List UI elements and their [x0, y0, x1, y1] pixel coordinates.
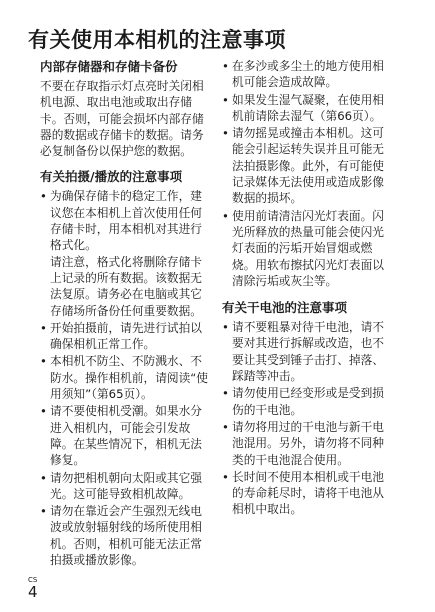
- list-item-text: 请不要使相机受潮。如果水分进入相机内，可能会引发故障。在某些情况下，相机无法修复。: [50, 404, 202, 468]
- bullet-icon: •: [40, 354, 47, 369]
- list-item-text: 使用前请清洁闪光灯表面。闪光所释放的热量可能会使闪光灯表面的污垢开始冒烟或燃烧。用软布擦拭闪光灯表面以清除污垢或灰尘等。: [232, 208, 384, 288]
- list-item-text: 如果发生湿气凝聚，在使用相机前请除去湿气（第66页）。: [232, 92, 384, 123]
- bullet-icon: •: [40, 470, 47, 485]
- list-item: [222, 58, 390, 91]
- bullet-icon: •: [222, 92, 229, 107]
- list-item-text: 为确保存储卡的稳定工作，建议您在本相机上首次使用任何存储卡时，用本相机对其进行格式化。: [50, 189, 202, 253]
- page-title: 有关使用本相机的注意事项: [28, 28, 286, 52]
- list-item: [40, 353, 212, 402]
- backup-paragraph: 不要在存取指示灯点亮时关闭相机电源、取出电池或取出存储卡。否则，可能会损坏内部存储器的数据或存储卡的数据。请务必复制备份以保护您的数据。: [40, 79, 204, 159]
- list-item: [40, 470, 212, 503]
- list-item-text: 请勿将用过的干电池与新干电池混用。另外，请勿将不同种类的干电池混合使用。: [232, 419, 384, 467]
- battery-notes-list: [222, 319, 390, 518]
- bullet-icon: •: [40, 504, 47, 519]
- bullet-icon: •: [222, 320, 229, 335]
- list-item-text: 开始拍摄前，请先进行试拍以确保相机正常工作。: [50, 320, 202, 352]
- section-heading-batteries: 有关干电池的注意事项: [222, 300, 348, 316]
- list-item: [40, 320, 212, 353]
- list-item-text: 请不要粗暴对待干电池，请不要对其进行拆解或改造，也不要让其受到锤子击打、掉落、踩踏等冲击。: [232, 320, 384, 384]
- list-item-text: 请勿摇晃或撞击本相机。这可能会引起运转失误并且可能无法拍摄影像。此外，有可能使记录媒体无法使用或造成影像数据的损坏。: [232, 126, 384, 206]
- bullet-icon: •: [222, 386, 229, 401]
- bullet-icon: •: [222, 419, 229, 434]
- bullet-icon: •: [222, 59, 229, 73]
- list-item: [222, 469, 390, 518]
- list-item-text: 本相机不防尘、不防溅水、不防水。操作相机前，请阅读“使用须知”（第65页）。: [50, 354, 208, 402]
- bullet-icon: •: [40, 189, 47, 204]
- list-item-text: 请勿使用已经变形或是受到损伤的干电池。: [232, 386, 384, 417]
- list-item: [222, 319, 390, 384]
- list-item: [222, 208, 390, 289]
- list-item: [40, 403, 212, 468]
- language-code: CS: [28, 576, 38, 584]
- section-heading-shooting: 有关拍摄/播放的注意事项: [40, 169, 183, 185]
- list-item: [222, 125, 390, 206]
- list-item: [40, 188, 212, 318]
- bullet-icon: •: [222, 126, 229, 141]
- bullet-icon: •: [40, 320, 47, 335]
- left-column: [40, 58, 212, 569]
- shooting-notes-list-continued: [222, 58, 390, 289]
- list-item: [222, 385, 390, 418]
- shooting-notes-list: [40, 188, 212, 568]
- list-item: [222, 92, 390, 125]
- section-heading-backup: 内部存储器和存储卡备份: [40, 59, 178, 74]
- bullet-icon: •: [40, 404, 47, 419]
- list-item: [40, 503, 212, 568]
- list-item: [222, 419, 390, 468]
- list-item-text: 长时间不使用本相机或干电池的寿命耗尽时，请将干电池从相机中取出。: [232, 469, 384, 517]
- bullet-icon: •: [222, 469, 229, 484]
- bullet-icon: •: [222, 208, 229, 223]
- right-column: [222, 58, 390, 519]
- list-item-text: 请勿在靠近会产生强烈无线电波或放射辐射线的场所使用相机。否则，相机可能无法正常拍摄或播放影像。: [50, 504, 202, 568]
- list-item-text: 在多沙或多尘土的地方使用相机可能会造成故障。: [232, 59, 384, 90]
- list-item-subtext: 请注意，格式化将删除存储卡上记录的所有数据。该数据无法复原。请务必在电脑或其它存储场所备份任何重要数据。: [50, 254, 202, 318]
- page-number: 4: [28, 583, 38, 601]
- list-item-text: 请勿把相机朝向太阳或其它强光。这可能导致相机故障。: [50, 470, 202, 501]
